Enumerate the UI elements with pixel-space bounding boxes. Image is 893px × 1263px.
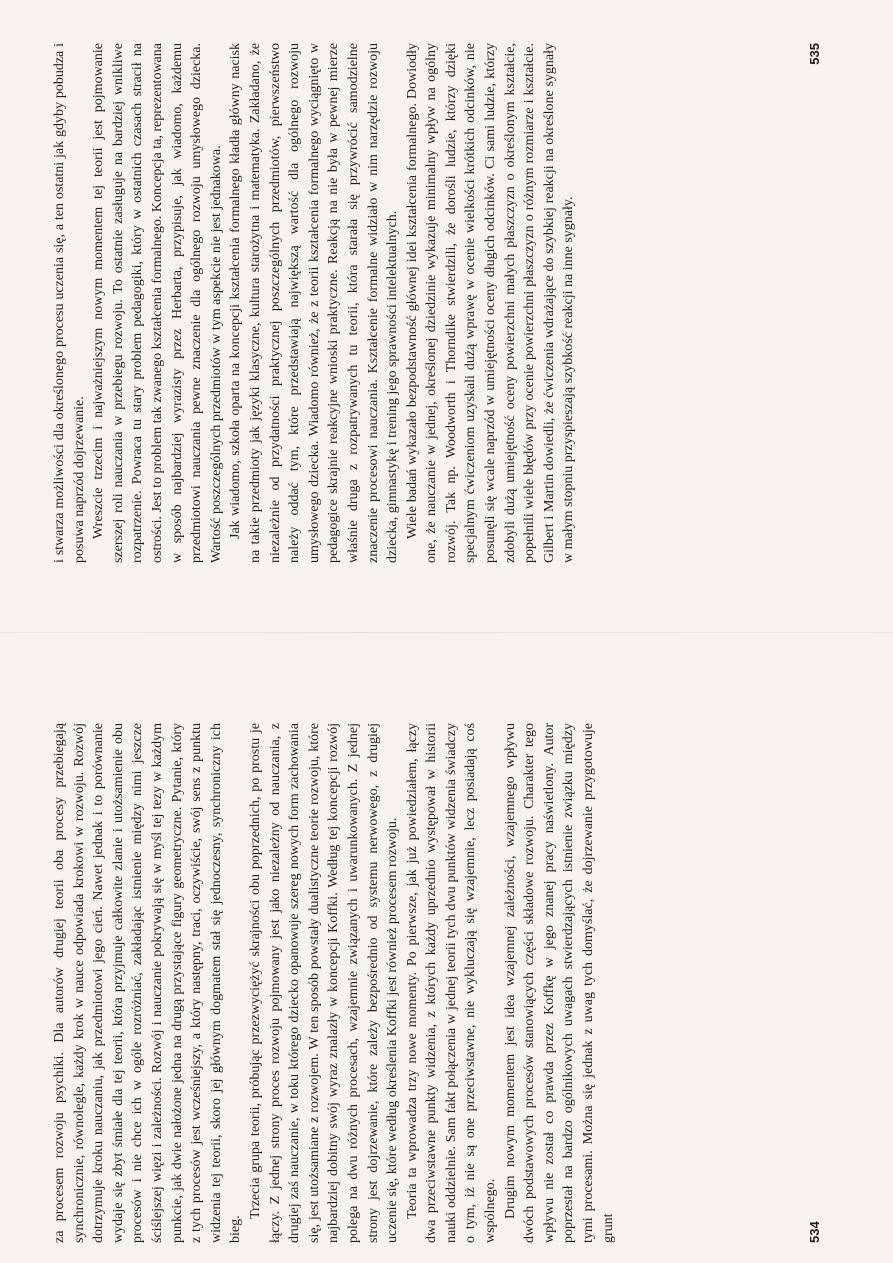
paragraph: Wiele badań wykazało bezpodstawność głównej idei kształcenia formalnego. Dowiodły one, że nauczanie w jednej, określonej dziedzinie wykazuje minimalny wpływ na ogólny rozwój. Tak np. Woodworth i Thorndike stwierdzili, że dorośli ludzie, którzy dzięki specjalnym ćwiczeniom uzyskali dużą wprawę w ocenie wielkości krótkich odcinków, nie posunęli się wcale naprzód w umiejętności oceny długich odcinków. Ci sami ludzie, którzy zdobyli dużą umiejętność oceny powierzchni małych płaszczyzn o określonym kształcie, popełnili wiele błędów przy ocenie powierzchni płaszczyzn o różnym rozmiarze i kształcie. Gilbert i Martin dowiedli, że ćwiczenia wdrażające do szybkiej reakcji na określone sygnały w małym stopniu przyspieszają szybkość reakcji na inne sygnały. <box>404 43 577 563</box>
right-page <box>50 43 830 563</box>
paragraph: Trzecia grupa teorii, próbując przezwyciężyć skrajności obu poprzednich, po prostu je łączy. Z jednej strony proces rozwoju pojmowany jest jako niezależny od nauczania, z drugiej zaś nauczanie, w toku którego dziecko opanowuje szereg nowych form zachowania się, jest utożsamiane z rozwojem. W ten sposób powstały dualistyczne teorie rozwoju, które najbardziej dobitny swój wyraz znalazły w koncepcji Koffki. Według tej koncepcji rozwój polega na dwu różnych procesach, wzajemnie związanych i uwarunkowanych. Z jednej strony jest dojrzewanie, które zależy bezpośrednio od systemu nerwowego, z drugiej uczenie się, które według określenia Koffki jest również procesem rozwoju. <box>247 723 401 1243</box>
right-page-text <box>50 43 579 563</box>
left-page-text <box>50 723 618 1243</box>
paragraph: Jak wiadomo, szkoła oparta na koncepcji kształcenia formalnego kładła główny nacisk na takie przedmioty jak języki klasyczne, kultura starożytna i matematyka. Zakładano, że niezależnie od przydatności praktycznej poszczególnych przedmiotów, pierwszeństwo należy oddać tym, które przedstawiają największą wartość dla ogólnego rozwoju umysłowego dziecka. Wiadomo również, że z teorii kształcenia formalnego wyciągnięto w pedagogice skrajnie reakcyjne wnioski praktyczne. Reakcją na nie była w pewnej mierze właśnie druga z rozpatrywanych tu teorii, która starała się przywrócić samodzielne znaczenie procesowi nauczania. Kształcenie formalne widziało w nim narzędzie rozwoju dziecka, gimnastykę i trening jego sprawności intelektualnych. <box>228 43 401 563</box>
paragraph: i stwarza możliwości dla określonego procesu uczenia się, a ten ostatni jak gdyby pobudza i posuwa naprzód dojrzewanie. <box>52 43 87 563</box>
paragraph: Teoria ta wprowadza trzy nowe momenty. Po pierwsze, jak już powiedziałem, łączy dwa przeciwstawne punkty widzenia, z których każdy uprzednio występował w historii nauki oddzielnie. Sam fakt połączenia w jednej teorii tych dwu punktów widzenia świadczy o tym, iż nie są one przeciwstawne, nie wykluczają się wzajemnie, lecz posiadają coś wspólnego. <box>404 723 499 1243</box>
paragraph: za procesem rozwoju psychiki. Dla autorów drugiej teorii oba procesy przebiegają synchronicznie, równolegle, każdy krok w nauce odpowiada krokowi w rozwoju. Rozwój dotrzymuje kroku nauczaniu, jak przedmiotowi jego cień. Nawet jednak i to porównanie wydaje się zbyt śmiałe dla tej teorii, która przyjmuje całkowite zlanie i utożsamienie obu procesów i nie chce ich w ogóle rozróżniać, zakładając istnienie między nimi jeszcze ściślejszej więzi i zależności. Rozwój i nauczanie pokrywają się w myśl tej tezy w każdym punkcie, jak dwie nałożone jedna na drugą przystające figury geometryczne. Pytanie, który z tych procesów jest wcześniejszy, a który następny, traci, oczywiście, swój sens z punktu widzenia tej teorii, skoro jej głównym dogmatem stał się jednoczesny, synchroniczny ich bieg. <box>52 723 244 1243</box>
page-gutter <box>0 632 893 633</box>
paragraph: Wreszcie trzecim i najważniejszym nowym momentem tej teorii jest pojmowanie szerszej roli nauczania w przebiegu rozwoju. To ostatnie zasługuje na bardziej wnikliwe rozpatrzenie. Powraca tu stary problem pedagogiki, który w ostatnich czasach stracił na ostrości. Jest to problem tak zwanego kształcenia formalnego. Koncepcja ta, reprezentowana w sposób najbardziej wyrazisty przez Herbarta, przypisuje, jak wiadomo, każdemu przedmiotowi nauczania pewne znaczenie dla ogólnego rozwoju umysłowego dziecka. Wartość poszczególnych przedmiotów w tym aspekcie nie jest jednakowa. <box>91 43 224 563</box>
page-number: 534 <box>807 1221 822 1243</box>
left-page <box>50 723 830 1243</box>
page-number: 535 <box>807 43 822 65</box>
paragraph: Drugim nowym momentem jest idea wzajemnej zależności, wzajemnego wpływu dwóch podstawowych procesów stanowiących części składowe rozwoju. Charakter tego wpływu nie został co prawda przez Koffkę w jego znanej pracy naświetlony. Autor poprzestał na bardzo ogólnikowych uwagach stwierdzających istnienie związku między tymi procesami. Można się jednak z uwag tych domyślać, że dojrzewanie przygotowuje grunt <box>502 723 616 1243</box>
